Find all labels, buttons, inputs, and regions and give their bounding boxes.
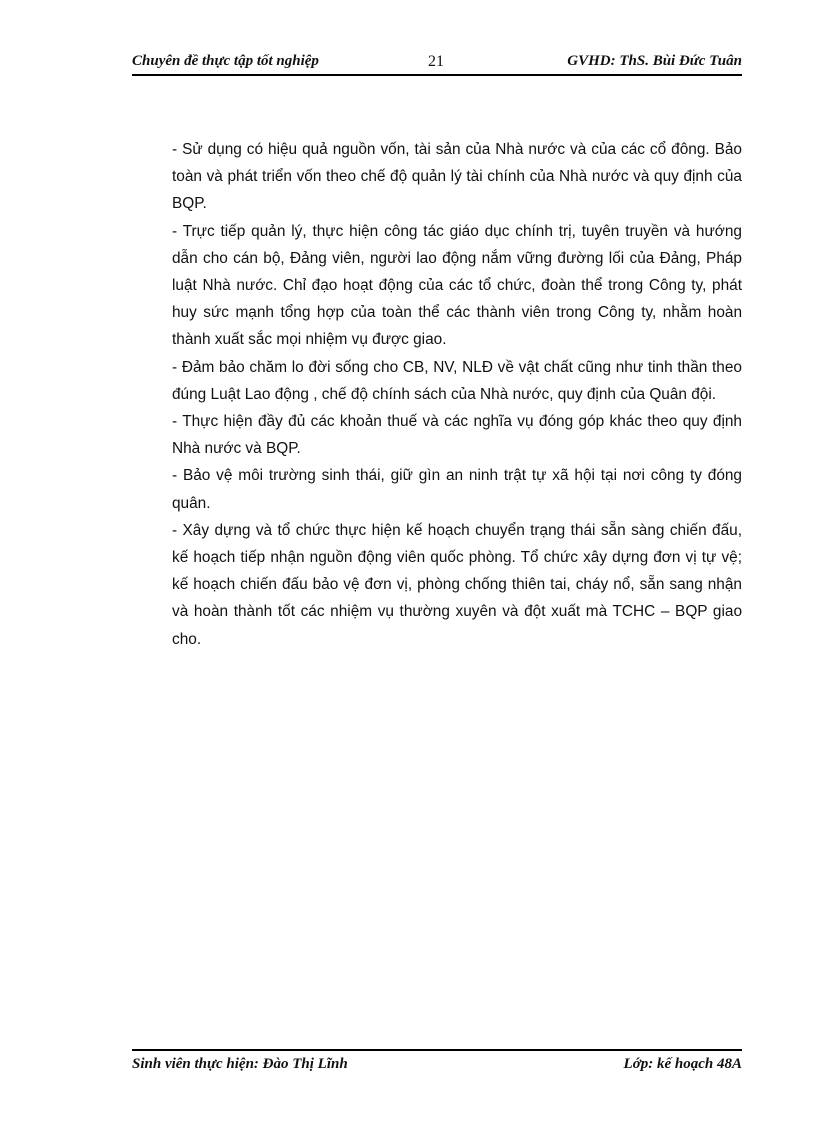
- page-number: 21: [428, 53, 444, 70]
- document-title: Chuyên đề thực tập tốt nghiệp: [132, 53, 319, 69]
- paragraph-tax-obligations: - Thực hiện đầy đủ các khoản thuế và các nghĩa vụ đóng góp khác theo quy định Nhà nước và BQP.: [172, 413, 742, 458]
- student-name: Sinh viên thực hiện: Đào Thị Lĩnh: [132, 1056, 348, 1072]
- supervisor-name: GVHD: ThS. Bùi Đức Tuân: [567, 53, 742, 69]
- page-header: [132, 50, 742, 76]
- paragraph-capital-management: - Sử dụng có hiệu quả nguồn vốn, tài sản của Nhà nước và của các cổ đông. Bảo toàn và phát triển vốn theo chế độ quản lý tài chính của Nhà nước và quy định của BQP.: [172, 141, 742, 213]
- page-footer: [132, 1049, 742, 1077]
- paragraph-environment-security: - Bảo vệ môi trường sinh thái, giữ gìn an ninh trật tự xã hội tại nơi công ty đóng quân.: [172, 467, 742, 512]
- paragraph-worker-welfare: - Đảm bảo chăm lo đời sống cho CB, NV, NLĐ về vật chất cũng như tinh thần theo đúng Luật Lao động , chế độ chính sách của Nhà nước, quy định của Quân đội.: [172, 358, 742, 403]
- body-text: [172, 136, 742, 653]
- class-name: Lớp: kế hoạch 48A: [623, 1056, 742, 1072]
- paragraph-combat-readiness: - Xây dựng và tổ chức thực hiện kế hoạch chuyển trạng thái sẵn sàng chiến đấu, kế hoạch tiếp nhận nguồn động viên quốc phòng. Tổ chức xây dựng đơn vị tự vệ; kế hoạch chiến đấu bảo vệ đơn vị, phòng chống thiên tai, cháy nổ, sẵn sang nhận và hoàn thành tốt các nhiệm vụ thường xuyên và đột xuất mà TCHC – BQP giao cho.: [172, 521, 742, 648]
- paragraph-political-education: - Trực tiếp quản lý, thực hiện công tác giáo dục chính trị, tuyên truyền và hướng dẫn cho cán bộ, Đảng viên, người lao động nắm vững đường lối của Đảng, Pháp luật Nhà nước. Chỉ đạo hoạt động của các tổ chức, đoàn thể trong Công ty, phát huy sức mạnh tổng hợp của toàn thể các thành viên trong Công ty, nhằm hoàn thành xuất sắc mọi nhiệm vụ được giao.: [172, 222, 742, 349]
